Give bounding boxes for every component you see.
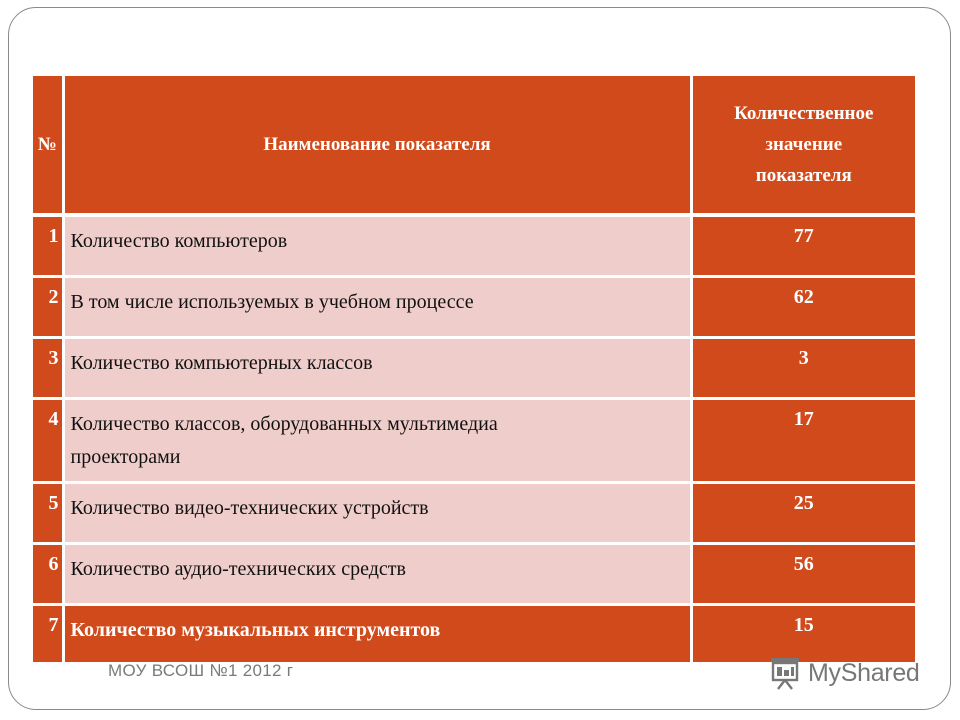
table-row <box>33 398 915 482</box>
row-number: 5 <box>33 482 63 543</box>
row-name: Количество видео-технических устройств <box>63 482 691 543</box>
row-name: Количество компьютерных классов <box>63 337 691 398</box>
projector-screen-icon <box>768 656 802 690</box>
row-value: 15 <box>691 604 915 662</box>
row-number: 6 <box>33 543 63 604</box>
table-row <box>33 215 915 276</box>
table-row <box>33 604 915 662</box>
row-value: 3 <box>691 337 915 398</box>
indicators-table <box>33 76 915 662</box>
table-row <box>33 482 915 543</box>
row-number: 7 <box>33 604 63 662</box>
row-number: 4 <box>33 398 63 482</box>
row-name: Количество компьютеров <box>63 215 691 276</box>
table-row <box>33 337 915 398</box>
header-value-line: показателя <box>755 165 852 186</box>
row-value: 62 <box>691 276 915 337</box>
row-name <box>63 398 691 482</box>
table-row <box>33 276 915 337</box>
row-number: 2 <box>33 276 63 337</box>
header-value-line: значение <box>765 134 843 155</box>
table-header-row <box>33 76 915 215</box>
header-value <box>691 76 915 215</box>
logo-text: MyShared <box>808 658 920 687</box>
row-value: 25 <box>691 482 915 543</box>
myshared-logo[interactable] <box>768 655 920 691</box>
row-value: 77 <box>691 215 915 276</box>
row-number: 1 <box>33 215 63 276</box>
header-num: № <box>33 76 63 215</box>
row-value: 17 <box>691 398 915 482</box>
header-value-line: Количественное <box>734 103 874 124</box>
row-name: В том числе используемых в учебном процессе <box>63 276 691 337</box>
row-name-line: проекторами <box>70 445 181 468</box>
row-number: 3 <box>33 337 63 398</box>
row-name-line: Количество классов, оборудованных мультимедиа <box>70 412 498 435</box>
footer-text: МОУ ВСОШ №1 2012 г <box>108 661 294 680</box>
row-name: Количество музыкальных инструментов <box>63 604 691 662</box>
row-value: 56 <box>691 543 915 604</box>
header-name: Наименование показателя <box>63 76 691 215</box>
table-row <box>33 543 915 604</box>
row-name: Количество аудио-технических средств <box>63 543 691 604</box>
